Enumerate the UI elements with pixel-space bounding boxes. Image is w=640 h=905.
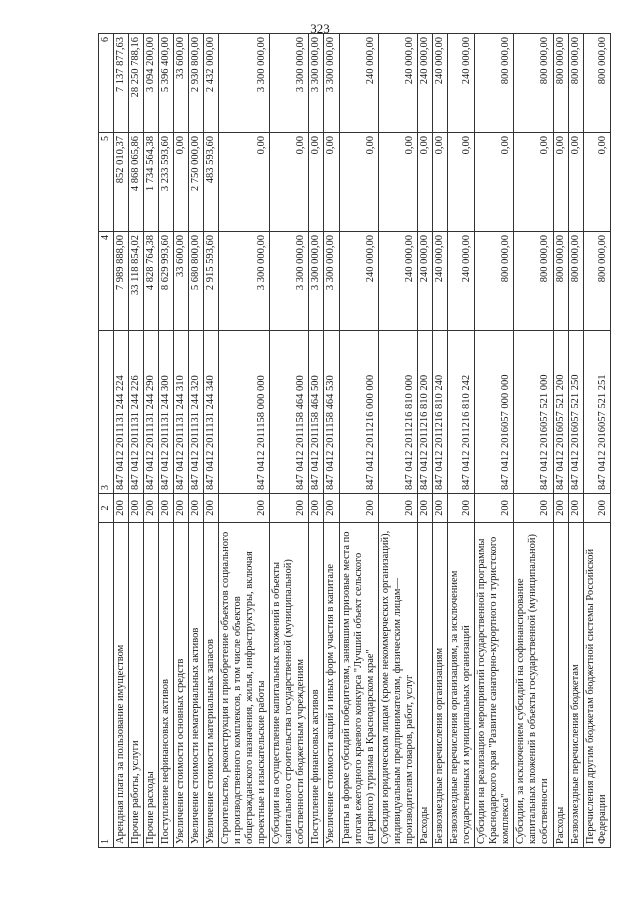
table-row — [583, 34, 610, 848]
amount-col-6: 800 000,00 — [553, 34, 568, 133]
amount-col-4: 8 629 993,60 — [158, 232, 173, 331]
amount-col-5: 0,00 — [568, 133, 583, 232]
page-number: 323 — [310, 21, 330, 36]
table-row — [309, 34, 324, 848]
row-name-cell: Субсидии на реализацию мероприятий государственной программы Краснодарского края "Развитие санаторно-курортного и туристского комплекса" — [475, 523, 514, 848]
row-name-cell: Субсидии, за исключением субсидий на софинансирование капитальных вложений в объекты государственной (муниципальной) собственности — [514, 523, 553, 848]
amount-col-6: 3 300 000,00 — [218, 34, 269, 133]
amount-col-5: 0,00 — [309, 133, 324, 232]
row-name-cell: Увеличение стоимости основных средств — [173, 523, 188, 848]
row-code-cell: 200 — [173, 494, 188, 523]
amount-col-5: 0,00 — [218, 133, 269, 232]
row-code-cell: 200 — [417, 494, 432, 523]
amount-col-4: 33 118 854,02 — [128, 232, 143, 331]
row-name-cell: Увеличение стоимости нематериальных активов — [188, 523, 203, 848]
amount-col-4: 240 000,00 — [339, 232, 378, 331]
column-number-row — [99, 34, 114, 848]
budget-classification-code: 847 0412 2011216 810 000 — [378, 331, 417, 494]
amount-col-5: 2 750 000,00 — [188, 133, 203, 232]
amount-col-6: 240 000,00 — [432, 34, 447, 133]
budget-classification-code: 847 0412 2011131 244 300 — [158, 331, 173, 494]
row-code-cell: 200 — [378, 494, 417, 523]
amount-col-6: 28 250 788,16 — [128, 34, 143, 133]
row-name-cell: Поступление нефинансовых активов — [158, 523, 173, 848]
row-code-cell: 200 — [113, 494, 128, 523]
amount-col-4: 5 680 800,00 — [188, 232, 203, 331]
row-code-cell: 200 — [339, 494, 378, 523]
table-row — [553, 34, 568, 848]
budget-classification-code: 847 0412 2016057 521 200 — [553, 331, 568, 494]
amount-col-4: 3 300 000,00 — [324, 232, 339, 331]
amount-col-4: 240 000,00 — [448, 232, 475, 331]
amount-col-6: 2 930 800,00 — [188, 34, 203, 133]
column-header: 6 — [99, 34, 114, 133]
amount-col-5: 3 233 593,60 — [158, 133, 173, 232]
amount-col-4: 800 000,00 — [553, 232, 568, 331]
row-name-cell: Строительство, реконструкция и приобретение объектов социального и производственного комплексов, в том числе объектов общегражданского назначения, жилья, инфраструктуры, включая проектные и изыскательские работы — [218, 523, 269, 848]
table-row — [218, 34, 269, 848]
amount-col-4: 240 000,00 — [417, 232, 432, 331]
row-code-cell: 200 — [514, 494, 553, 523]
amount-col-4: 240 000,00 — [378, 232, 417, 331]
budget-classification-code: 847 0412 2011131 244 340 — [203, 331, 218, 494]
rotated-table-container — [98, 37, 608, 848]
amount-col-5: 0,00 — [553, 133, 568, 232]
amount-col-4: 3 300 000,00 — [218, 232, 269, 331]
row-name-cell: Арендная плата за пользование имуществом — [113, 523, 128, 848]
column-header: 2 — [99, 494, 114, 523]
row-name-cell: Расходы — [417, 523, 432, 848]
row-code-cell: 200 — [568, 494, 583, 523]
amount-col-4: 4 828 764,38 — [143, 232, 158, 331]
row-name-cell: Безвозмездные перечисления организациям — [432, 523, 447, 848]
amount-col-6: 800 000,00 — [475, 34, 514, 133]
row-code-cell: 200 — [188, 494, 203, 523]
table-row — [173, 34, 188, 848]
amount-col-6: 240 000,00 — [339, 34, 378, 133]
rotated-table-area — [98, 37, 608, 848]
amount-col-6: 800 000,00 — [583, 34, 610, 133]
amount-col-4: 33 600,00 — [173, 232, 188, 331]
amount-col-4: 3 300 000,00 — [309, 232, 324, 331]
budget-classification-code: 847 0412 2011216 810 200 — [417, 331, 432, 494]
amount-col-4: 3 300 000,00 — [270, 232, 309, 331]
amount-col-5: 0,00 — [324, 133, 339, 232]
row-name-cell: Прочие расходы — [143, 523, 158, 848]
amount-col-4: 240 000,00 — [432, 232, 447, 331]
amount-col-6: 3 300 000,00 — [270, 34, 309, 133]
amount-col-4: 2 915 593,60 — [203, 232, 218, 331]
row-name-cell: Перечисления другим бюджетам бюджетной системы Российской Федерации — [583, 523, 610, 848]
budget-classification-code: 847 0412 2011131 244 290 — [143, 331, 158, 494]
amount-col-6: 3 094 200,00 — [143, 34, 158, 133]
amount-col-4: 7 989 888,00 — [113, 232, 128, 331]
column-header: 4 — [99, 232, 114, 331]
row-name-cell: Субсидии на осуществление капитальных вложений в объекты капитального строительства государственной (муниципальной) собственности бюджетным учреждениям — [270, 523, 309, 848]
budget-table — [98, 33, 611, 848]
amount-col-5: 0,00 — [432, 133, 447, 232]
amount-col-6: 2 432 000,00 — [203, 34, 218, 133]
amount-col-6: 3 300 000,00 — [324, 34, 339, 133]
table-row — [448, 34, 475, 848]
table-row — [158, 34, 173, 848]
row-code-cell: 200 — [448, 494, 475, 523]
row-name-cell: Безвозмездные перечисления бюджетам — [568, 523, 583, 848]
amount-col-5: 852 010,37 — [113, 133, 128, 232]
budget-classification-code: 847 0412 2011131 244 226 — [128, 331, 143, 494]
budget-classification-code: 847 0412 2011158 000 000 — [218, 331, 269, 494]
column-header: 5 — [99, 133, 114, 232]
amount-col-4: 800 000,00 — [514, 232, 553, 331]
row-code-cell: 200 — [432, 494, 447, 523]
amount-col-5: 0,00 — [270, 133, 309, 232]
budget-classification-code: 847 0412 2016057 521 251 — [583, 331, 610, 494]
row-code-cell: 200 — [128, 494, 143, 523]
amount-col-4: 800 000,00 — [583, 232, 610, 331]
table-row — [432, 34, 447, 848]
column-header: 1 — [99, 523, 114, 848]
amount-col-4: 800 000,00 — [475, 232, 514, 331]
table-row — [339, 34, 378, 848]
row-code-cell: 200 — [583, 494, 610, 523]
budget-classification-code: 847 0412 2011216 000 000 — [339, 331, 378, 494]
table-row — [270, 34, 309, 848]
budget-classification-code: 847 0412 2011131 244 320 — [188, 331, 203, 494]
amount-col-5: 0,00 — [514, 133, 553, 232]
row-code-cell: 200 — [143, 494, 158, 523]
budget-classification-code: 847 0412 2011158 464 500 — [309, 331, 324, 494]
row-code-cell: 200 — [475, 494, 514, 523]
row-name-cell: Поступление финансовых активов — [309, 523, 324, 848]
table-row — [417, 34, 432, 848]
row-name-cell: Гранты в форме субсидий победителям, занявшим призовые места по итогам ежегодного краевого конкурса "Лучший объект сельского (аграрного) туризма в Краснодарском крае" — [339, 523, 378, 848]
table-body — [113, 34, 610, 848]
table-row — [514, 34, 553, 848]
table-row — [203, 34, 218, 848]
amount-col-6: 240 000,00 — [378, 34, 417, 133]
table-row — [378, 34, 417, 848]
amount-col-6: 800 000,00 — [514, 34, 553, 133]
budget-classification-code: 847 0412 2011158 464 530 — [324, 331, 339, 494]
row-name-cell: Увеличение стоимости акций и иных форм участия в капитале — [324, 523, 339, 848]
table-row — [568, 34, 583, 848]
budget-classification-code: 847 0412 2011158 464 000 — [270, 331, 309, 494]
amount-col-5: 4 868 065,86 — [128, 133, 143, 232]
amount-col-6: 800 000,00 — [568, 34, 583, 133]
row-code-cell: 200 — [553, 494, 568, 523]
table-row — [143, 34, 158, 848]
row-name-cell: Расходы — [553, 523, 568, 848]
row-code-cell: 200 — [218, 494, 269, 523]
amount-col-4: 800 000,00 — [568, 232, 583, 331]
budget-classification-code: 847 0412 2011131 244 224 — [113, 331, 128, 494]
budget-classification-code: 847 0412 2011216 810 240 — [432, 331, 447, 494]
table-row — [475, 34, 514, 848]
amount-col-5: 0,00 — [378, 133, 417, 232]
row-code-cell: 200 — [158, 494, 173, 523]
amount-col-6: 7 137 877,63 — [113, 34, 128, 133]
table-row — [128, 34, 143, 848]
amount-col-5: 483 593,60 — [203, 133, 218, 232]
amount-col-5: 0,00 — [339, 133, 378, 232]
amount-col-5: 0,00 — [417, 133, 432, 232]
amount-col-6: 5 396 400,00 — [158, 34, 173, 133]
amount-col-6: 33 600,00 — [173, 34, 188, 133]
budget-classification-code: 847 0412 2016057 521 000 — [514, 331, 553, 494]
budget-classification-code: 847 0412 2011131 244 310 — [173, 331, 188, 494]
row-code-cell: 200 — [324, 494, 339, 523]
row-code-cell: 200 — [309, 494, 324, 523]
row-code-cell: 200 — [270, 494, 309, 523]
budget-classification-code: 847 0412 2011216 810 242 — [448, 331, 475, 494]
table-row — [113, 34, 128, 848]
amount-col-5: 0,00 — [173, 133, 188, 232]
row-code-cell: 200 — [203, 494, 218, 523]
amount-col-5: 0,00 — [475, 133, 514, 232]
amount-col-5: 0,00 — [448, 133, 475, 232]
table-row — [188, 34, 203, 848]
row-name-cell: Увеличение стоимости материальных запасов — [203, 523, 218, 848]
row-name-cell: Прочие работы, услуги — [128, 523, 143, 848]
budget-classification-code: 847 0412 2016057 000 000 — [475, 331, 514, 494]
amount-col-6: 3 300 000,00 — [309, 34, 324, 133]
amount-col-5: 1 734 564,38 — [143, 133, 158, 232]
column-header: 3 — [99, 331, 114, 494]
table-row — [324, 34, 339, 848]
amount-col-6: 240 000,00 — [417, 34, 432, 133]
row-name-cell: Субсидии юридическим лицам (кроме некоммерческих организаций), индивидуальным предпринимателям, физическим лицам—производителям товаров, работ, услуг — [378, 523, 417, 848]
amount-col-6: 240 000,00 — [448, 34, 475, 133]
budget-classification-code: 847 0412 2016057 521 250 — [568, 331, 583, 494]
amount-col-5: 0,00 — [583, 133, 610, 232]
row-name-cell: Безвозмездные перечисления организациям, за исключением государственных и муниципальных организаций — [448, 523, 475, 848]
